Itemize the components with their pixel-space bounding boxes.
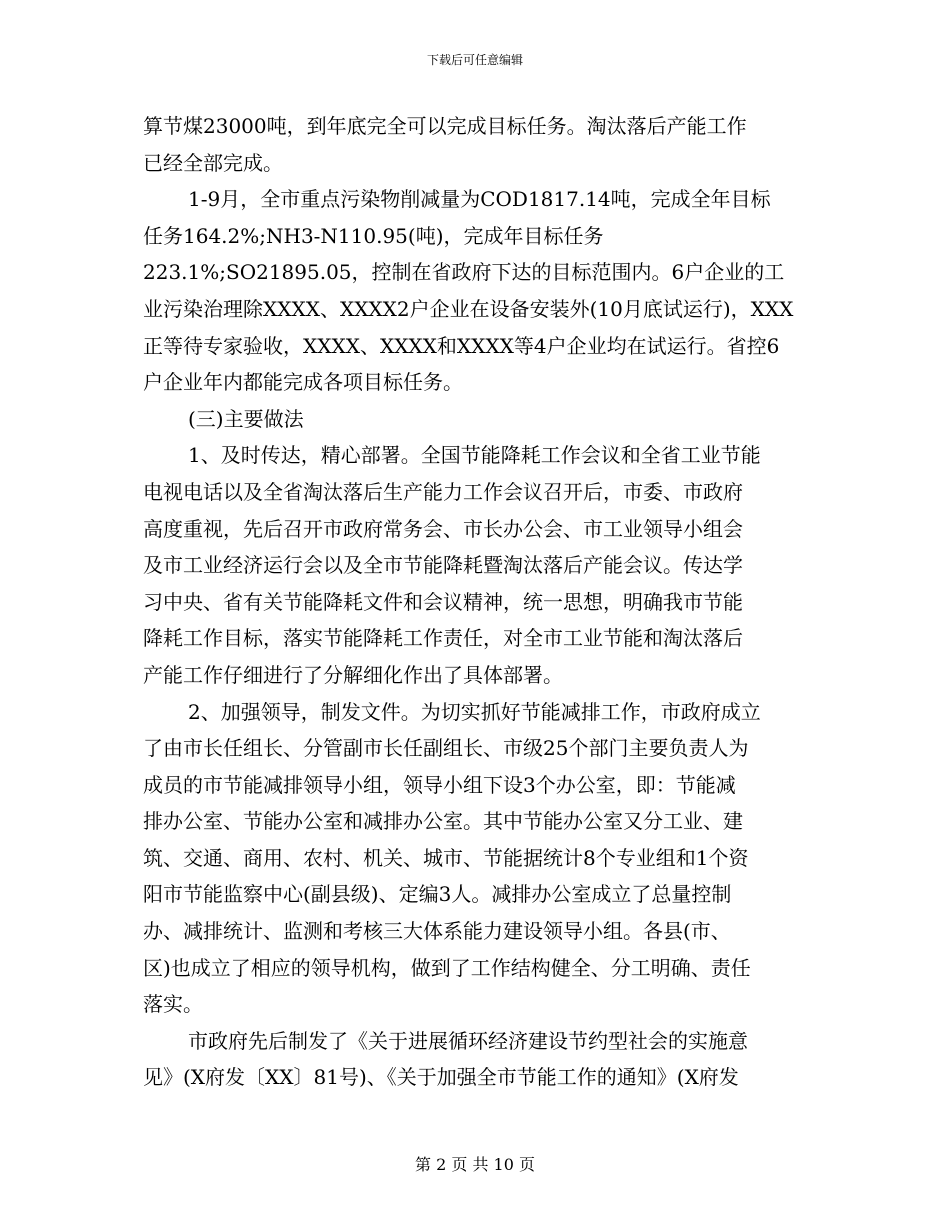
text-line: 见》(X府发〔XX〕81号)、《关于加强全市节能工作的通知》(X府发	[143, 1065, 739, 1090]
text-line: 办、减排统计、监测和考核三大体系能力建设领导小组。各县(市、	[143, 919, 731, 944]
text-line: 成员的市节能减排领导小组，领导小组下设3个办公室，即：节能减	[143, 772, 736, 797]
text-line: 业污染治理除XXXX、XXXX2户企业在设备安装外(10月底试运行)，XXX	[143, 296, 794, 321]
text-line: 高度重视，先后召开市政府常务会、市长办公会、市工业领导小组会	[143, 516, 743, 541]
text-line: 习中央、省有关节能降耗文件和会议精神，统一思想，明确我市节能	[143, 589, 743, 614]
section-heading: (三)主要做法	[188, 406, 304, 431]
text-line: 排办公室、节能办公室和减排办公室。其中节能办公室又分工业、建	[143, 809, 743, 834]
text-line: 正等待专家验收，XXXX、XXXX和XXXX等4户企业均在试运行。省控6	[143, 333, 780, 358]
text-line: 电视电话以及全省淘汰落后生产能力工作会议召开后，市委、市政府	[143, 479, 743, 504]
text-line: 已经全部完成。	[143, 150, 283, 175]
paragraph-start-line: 市政府先后制发了《关于进展循环经济建设节约型社会的实施意	[188, 1028, 748, 1053]
text-line: 落实。	[143, 992, 203, 1017]
text-line: 算节煤23000吨，到年底完全可以完成目标任务。淘汰落后产能工作	[143, 114, 747, 138]
text-line: 筑、交通、商用、农村、机关、城市、节能据统计8个专业组和1个资	[143, 845, 749, 870]
paragraph-start-line: 2、加强领导，制发文件。为切实抓好节能减排工作，市政府成立	[188, 699, 761, 724]
text-line: 产能工作仔细进行了分解细化作出了具体部署。	[143, 662, 563, 687]
text-line: 223.1%;SO21895.05，控制在省政府下达的目标范围内。6户企业的工	[143, 260, 785, 285]
page-header: 下载后可任意编辑	[426, 53, 523, 67]
text-line: 及市工业经济运行会以及全市节能降耗暨淘汰落后产能会议。传达学	[143, 553, 743, 578]
page-footer: 第 2 页 共 10 页	[415, 1155, 535, 1174]
text-line: 降耗工作目标，落实节能降耗工作责任，对全市工业节能和淘汰落后	[143, 626, 743, 651]
text-line: 户企业年内都能完成各项目标任务。	[143, 370, 463, 395]
paragraph-start-line: 1、及时传达，精心部署。全国节能降耗工作会议和全省工业节能	[188, 443, 761, 468]
document-body	[143, 108, 807, 1096]
text-line: 了由市长任组长、分管副市长任副组长、市级25个部门主要负责人为	[143, 736, 749, 761]
text-line: 阳市节能监察中心(副县级)、定编3人。减排办公室成立了总量控制	[143, 882, 732, 907]
text-line: 任务164.2%;NH3-N110.95(吨)，完成年目标任务	[143, 223, 604, 248]
text-line: 区)也成立了相应的领导机构，做到了工作结构健全、分工明确、责任	[143, 955, 751, 980]
paragraph-start-line: 1-9月，全市重点污染物削减量为COD1817.14吨，完成全年目标	[188, 187, 771, 212]
